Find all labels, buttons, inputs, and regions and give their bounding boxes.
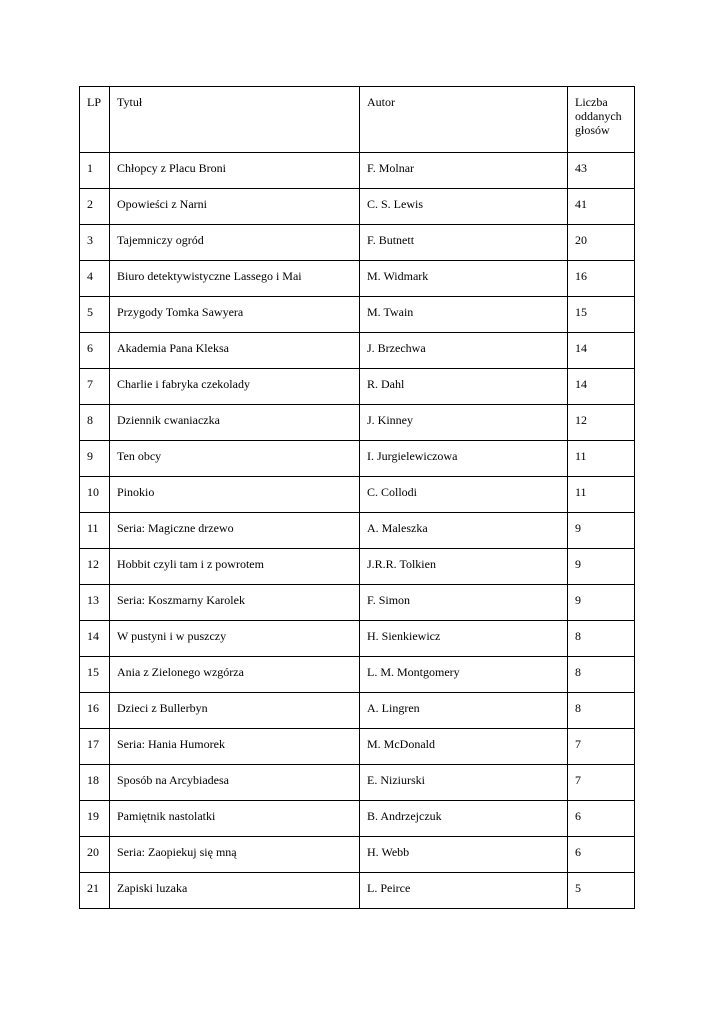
cell-title: Pamiętnik nastolatki bbox=[110, 801, 360, 837]
cell-author: F. Butnett bbox=[360, 225, 568, 261]
cell-author: R. Dahl bbox=[360, 369, 568, 405]
cell-author: H. Sienkiewicz bbox=[360, 621, 568, 657]
cell-votes: 9 bbox=[568, 585, 635, 621]
cell-title: Ten obcy bbox=[110, 441, 360, 477]
cell-title: Przygody Tomka Sawyera bbox=[110, 297, 360, 333]
table-row bbox=[80, 477, 635, 513]
cell-author: F. Molnar bbox=[360, 153, 568, 189]
cell-lp: 3 bbox=[80, 225, 110, 261]
table-row bbox=[80, 513, 635, 549]
cell-author: H. Webb bbox=[360, 837, 568, 873]
cell-author: M. Twain bbox=[360, 297, 568, 333]
cell-lp: 19 bbox=[80, 801, 110, 837]
cell-lp: 8 bbox=[80, 405, 110, 441]
cell-lp: 20 bbox=[80, 837, 110, 873]
cell-lp: 9 bbox=[80, 441, 110, 477]
cell-votes: 16 bbox=[568, 261, 635, 297]
cell-lp: 18 bbox=[80, 765, 110, 801]
cell-author: E. Niziurski bbox=[360, 765, 568, 801]
cell-author: A. Maleszka bbox=[360, 513, 568, 549]
cell-votes: 7 bbox=[568, 765, 635, 801]
cell-votes: 8 bbox=[568, 657, 635, 693]
table-row bbox=[80, 189, 635, 225]
cell-votes: 11 bbox=[568, 477, 635, 513]
table-row bbox=[80, 657, 635, 693]
cell-title: Zapiski luzaka bbox=[110, 873, 360, 909]
cell-title: Charlie i fabryka czekolady bbox=[110, 369, 360, 405]
cell-title: Seria: Hania Humorek bbox=[110, 729, 360, 765]
cell-lp: 11 bbox=[80, 513, 110, 549]
cell-title: Ania z Zielonego wzgórza bbox=[110, 657, 360, 693]
cell-title: Pinokio bbox=[110, 477, 360, 513]
cell-votes: 9 bbox=[568, 513, 635, 549]
table-row bbox=[80, 441, 635, 477]
cell-author: L. Peirce bbox=[360, 873, 568, 909]
cell-votes: 8 bbox=[568, 621, 635, 657]
cell-lp: 2 bbox=[80, 189, 110, 225]
cell-votes: 41 bbox=[568, 189, 635, 225]
cell-votes: 6 bbox=[568, 801, 635, 837]
cell-title: Dziennik cwaniaczka bbox=[110, 405, 360, 441]
cell-votes: 7 bbox=[568, 729, 635, 765]
cell-title: Hobbit czyli tam i z powrotem bbox=[110, 549, 360, 585]
cell-title: Seria: Magiczne drzewo bbox=[110, 513, 360, 549]
header-lp: LP bbox=[80, 87, 110, 153]
table-row bbox=[80, 369, 635, 405]
cell-author: L. M. Montgomery bbox=[360, 657, 568, 693]
table-body bbox=[80, 153, 635, 909]
cell-author: B. Andrzejczuk bbox=[360, 801, 568, 837]
cell-lp: 13 bbox=[80, 585, 110, 621]
cell-title: Sposób na Arcybiadesa bbox=[110, 765, 360, 801]
book-votes-table bbox=[79, 86, 635, 909]
cell-lp: 17 bbox=[80, 729, 110, 765]
table-header-row bbox=[80, 87, 635, 153]
cell-title: Opowieści z Narni bbox=[110, 189, 360, 225]
table-row bbox=[80, 729, 635, 765]
cell-title: W pustyni i w puszczy bbox=[110, 621, 360, 657]
cell-votes: 14 bbox=[568, 333, 635, 369]
table-row bbox=[80, 225, 635, 261]
table-row bbox=[80, 621, 635, 657]
cell-votes: 14 bbox=[568, 369, 635, 405]
cell-author: J.R.R. Tolkien bbox=[360, 549, 568, 585]
cell-author: J. Brzechwa bbox=[360, 333, 568, 369]
cell-lp: 12 bbox=[80, 549, 110, 585]
cell-title: Tajemniczy ogród bbox=[110, 225, 360, 261]
header-author: Autor bbox=[360, 87, 568, 153]
cell-title: Chłopcy z Placu Broni bbox=[110, 153, 360, 189]
table-row bbox=[80, 801, 635, 837]
cell-lp: 16 bbox=[80, 693, 110, 729]
cell-author: J. Kinney bbox=[360, 405, 568, 441]
table-row bbox=[80, 873, 635, 909]
header-votes: Liczba oddanych głosów bbox=[568, 87, 635, 153]
table-row bbox=[80, 837, 635, 873]
table-row bbox=[80, 585, 635, 621]
table-row bbox=[80, 153, 635, 189]
cell-title: Dzieci z Bullerbyn bbox=[110, 693, 360, 729]
cell-title: Seria: Zaopiekuj się mną bbox=[110, 837, 360, 873]
table-row bbox=[80, 261, 635, 297]
cell-votes: 12 bbox=[568, 405, 635, 441]
cell-votes: 8 bbox=[568, 693, 635, 729]
header-title: Tytuł bbox=[110, 87, 360, 153]
cell-lp: 6 bbox=[80, 333, 110, 369]
cell-author: M. McDonald bbox=[360, 729, 568, 765]
table-row bbox=[80, 297, 635, 333]
cell-lp: 21 bbox=[80, 873, 110, 909]
cell-lp: 4 bbox=[80, 261, 110, 297]
cell-author: M. Widmark bbox=[360, 261, 568, 297]
cell-title: Akademia Pana Kleksa bbox=[110, 333, 360, 369]
cell-author: C. Collodi bbox=[360, 477, 568, 513]
cell-lp: 10 bbox=[80, 477, 110, 513]
cell-title: Biuro detektywistyczne Lassego i Mai bbox=[110, 261, 360, 297]
table-row bbox=[80, 765, 635, 801]
cell-author: F. Simon bbox=[360, 585, 568, 621]
cell-lp: 1 bbox=[80, 153, 110, 189]
cell-author: A. Lingren bbox=[360, 693, 568, 729]
cell-votes: 9 bbox=[568, 549, 635, 585]
cell-votes: 15 bbox=[568, 297, 635, 333]
cell-title: Seria: Koszmarny Karolek bbox=[110, 585, 360, 621]
cell-lp: 15 bbox=[80, 657, 110, 693]
cell-votes: 6 bbox=[568, 837, 635, 873]
cell-author: I. Jurgielewiczowa bbox=[360, 441, 568, 477]
cell-votes: 43 bbox=[568, 153, 635, 189]
table-row bbox=[80, 405, 635, 441]
table-row bbox=[80, 333, 635, 369]
cell-lp: 5 bbox=[80, 297, 110, 333]
cell-votes: 11 bbox=[568, 441, 635, 477]
cell-votes: 20 bbox=[568, 225, 635, 261]
table-row bbox=[80, 549, 635, 585]
cell-author: C. S. Lewis bbox=[360, 189, 568, 225]
cell-lp: 14 bbox=[80, 621, 110, 657]
table-row bbox=[80, 693, 635, 729]
cell-votes: 5 bbox=[568, 873, 635, 909]
cell-lp: 7 bbox=[80, 369, 110, 405]
